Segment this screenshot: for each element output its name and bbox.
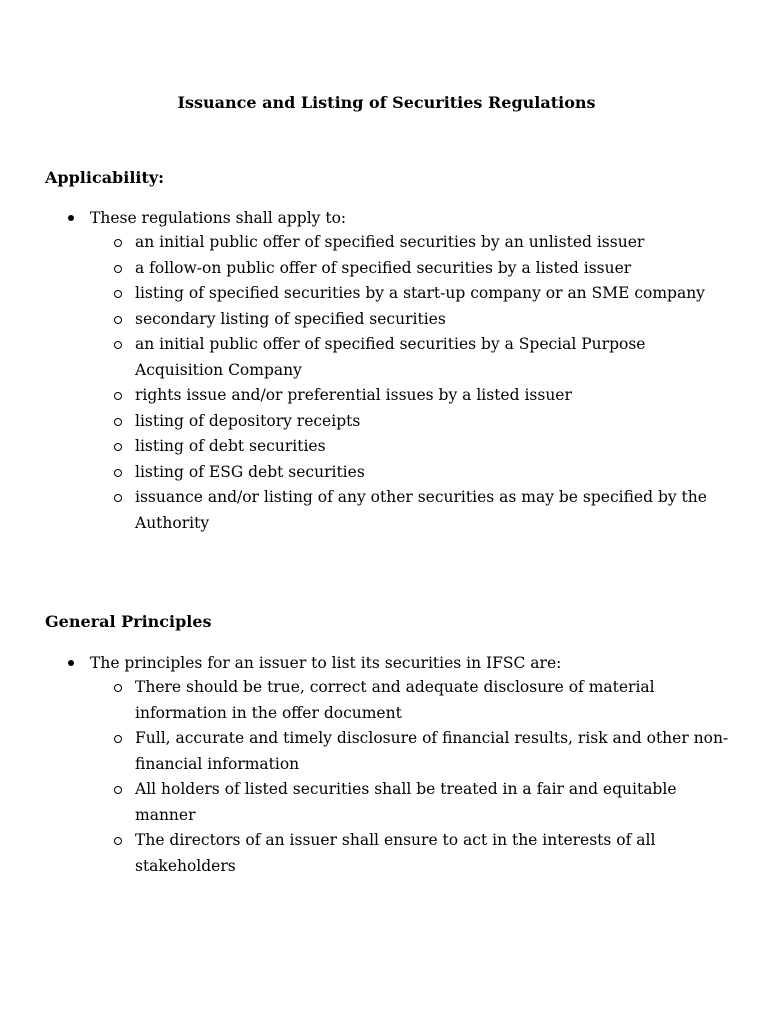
applicability-list-item <box>0 383 768 409</box>
bullet-circle-icon <box>114 786 122 794</box>
general-principles-list-item <box>0 828 768 879</box>
general-principles-item-text: The directors of an issuer shall ensure to act in the interests of all stakeholders <box>135 831 656 875</box>
applicability-list-item <box>0 332 768 383</box>
bullet-circle-icon <box>114 837 122 845</box>
document-title: Issuance and Listing of Securities Regulations <box>177 93 596 112</box>
applicability-item-text: a follow-on public offer of specified securities by a listed issuer <box>135 258 632 277</box>
applicability-intro-item <box>0 206 768 230</box>
general-principles-item-text: Full, accurate and timely disclosure of financial results, risk and other non-financial information <box>135 729 729 773</box>
applicability-item-text: secondary listing of specified securities <box>135 309 446 328</box>
applicability-list-item <box>0 409 768 435</box>
applicability-intro-text: These regulations shall apply to: <box>90 209 347 227</box>
bullet-circle-icon <box>114 290 122 298</box>
applicability-item-text: listing of specified securities by a start-up company or an SME company <box>135 284 705 302</box>
bullet-circle-icon <box>114 684 122 692</box>
bullet-circle-icon <box>114 239 122 247</box>
applicability-list-item <box>0 256 768 282</box>
general-principles-intro-text: The principles for an issuer to list its securities in IFSC are: <box>90 654 562 672</box>
applicability-list-item <box>0 434 768 460</box>
general-principles-intro-item <box>0 651 768 675</box>
section-heading-applicability: Applicability: <box>45 168 165 187</box>
section-heading-general-principles: General Principles <box>45 612 212 631</box>
bullet-circle-icon <box>114 418 122 426</box>
applicability-item-text: an initial public offer of specified securities by an unlisted issuer <box>135 233 645 251</box>
applicability-item-text: listing of depository receipts <box>135 411 361 430</box>
bullet-circle-icon <box>114 316 122 324</box>
applicability-list-item <box>0 485 768 536</box>
general-principles-item-text: All holders of listed securities shall be treated in a fair and equitable manner <box>135 780 677 824</box>
applicability-item-text: listing of ESG debt securities <box>135 462 365 481</box>
general-principles-list-item <box>0 675 768 726</box>
general-principles-list-item <box>0 777 768 828</box>
general-principles-bullet-block <box>0 651 768 879</box>
bullet-circle-icon <box>114 494 122 502</box>
applicability-sub-list <box>0 230 768 536</box>
applicability-item-text: listing of debt securities <box>135 437 326 455</box>
bullet-circle-icon <box>114 392 122 400</box>
bullet-circle-icon <box>114 341 122 349</box>
applicability-item-text: issuance and/or listing of any other securities as may be specified by the Authority <box>135 488 707 532</box>
applicability-list-item <box>0 307 768 333</box>
general-principles-item-text: There should be true, correct and adequate disclosure of material information in the offer document <box>135 678 655 722</box>
applicability-list-item <box>0 460 768 486</box>
bullet-circle-icon <box>114 443 122 451</box>
applicability-bullet-block <box>0 206 768 536</box>
bullet-circle-icon <box>114 265 122 273</box>
bullet-circle-icon <box>114 735 122 743</box>
applicability-item-text: rights issue and/or preferential issues by a listed issuer <box>135 386 572 404</box>
applicability-item-text: an initial public offer of specified securities by a Special Purpose Acquisition Company <box>135 335 646 379</box>
bullet-circle-icon <box>114 469 122 477</box>
general-principles-list-item <box>0 726 768 777</box>
bullet-disc-icon <box>68 660 74 666</box>
applicability-list-item <box>0 230 768 256</box>
applicability-list-item <box>0 281 768 307</box>
bullet-disc-icon <box>68 215 74 221</box>
general-principles-sub-list <box>0 675 768 879</box>
